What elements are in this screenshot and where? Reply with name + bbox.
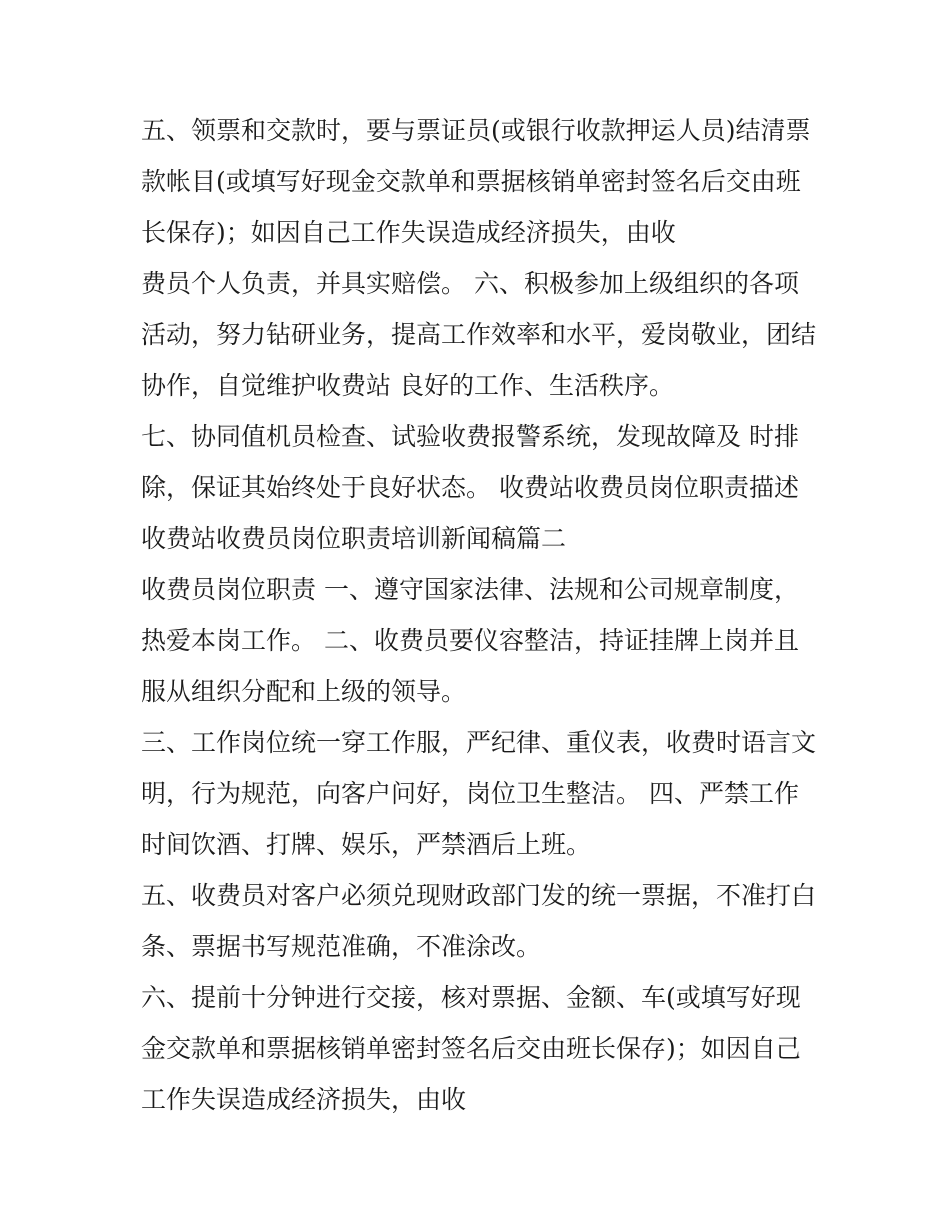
text-line: 收费员岗位职责 一、遵守国家法律、法规和公司规章制度，	[141, 575, 799, 604]
document-body	[141, 105, 841, 1125]
text-line: 三、工作岗位统一穿工作服，严纪律、重仪表，收费时语言文	[141, 728, 817, 757]
text-line: 除，保证其始终处于良好状态。 收费站收费员岗位职责描述	[141, 473, 799, 502]
text-line: 六、提前十分钟进行交接，核对票据、金额、车(或填写好现	[141, 983, 801, 1012]
text-line: 条、票据书写规范准确，不准涂改。	[141, 932, 542, 961]
text-line: 五、领票和交款时，要与票证员(或银行收款押运人员)结清票	[141, 116, 811, 145]
text-line: 费员个人负责，并具实赔偿。 六、积极参加上级组织的各项	[141, 269, 799, 298]
text-line: 明，行为规范，向客户问好，岗位卫生整洁。 四、严禁工作	[141, 779, 799, 808]
text-line: 七、协同值机员检查、试验收费报警系统，发现故障及 时排	[141, 422, 799, 451]
text-line: 服从组织分配和上级的领导。	[141, 677, 467, 706]
text-line: 金交款单和票据核销单密封签名后交由班长保存)；如因自己	[141, 1034, 801, 1063]
text-line: 款帐目(或填写好现金交款单和票据核销单密封签名后交由班	[141, 167, 801, 196]
text-line: 协作，自觉维护收费站 良好的工作、生活秩序。	[141, 371, 674, 400]
text-line: 长保存)；如因自己工作失误造成经济损失，由收	[141, 218, 676, 247]
text-line: 热爱本岗工作。 二、收费员要仪容整洁，持证挂牌上岗并且	[141, 626, 799, 655]
text-line: 收费站收费员岗位职责培训新闻稿篇二	[141, 524, 567, 553]
text-line: 时间饮酒、打牌、娱乐，严禁酒后上班。	[141, 830, 592, 859]
text-line: 工作失误造成经济损失，由收	[141, 1085, 467, 1114]
text-line: 活动，努力钻研业务，提高工作效率和水平，爱岗敬业，团结	[141, 320, 817, 349]
text-line: 五、收费员对客户必须兑现财政部门发的统一票据，不准打白	[141, 881, 817, 910]
